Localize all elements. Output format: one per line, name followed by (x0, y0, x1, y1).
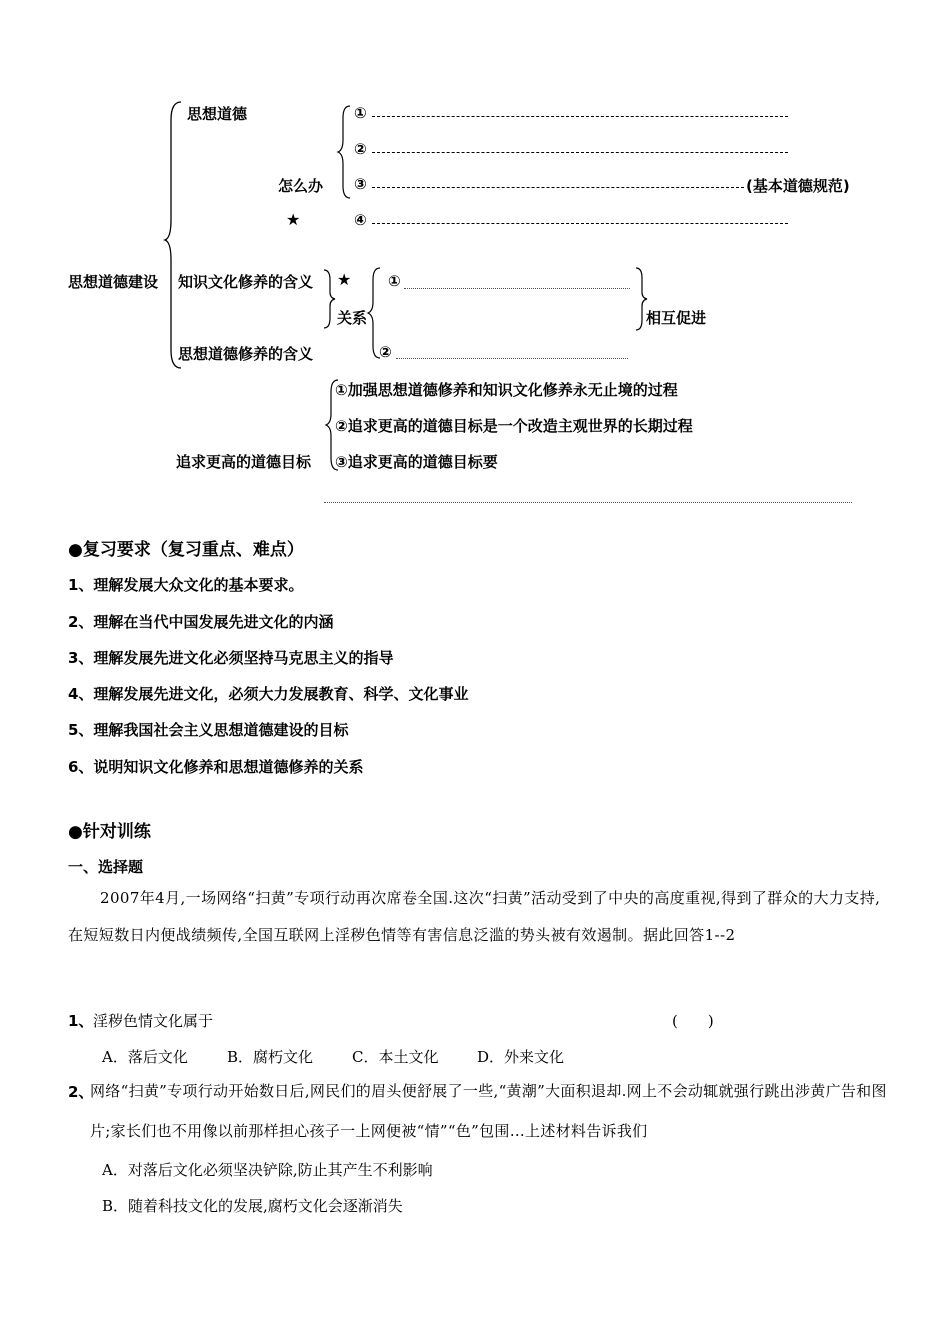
star-icon: ★ (286, 210, 301, 229)
relation-blank-1 (404, 288, 630, 289)
review-title: ●复习要求（复习重点、难点） (68, 540, 304, 560)
brace-main (165, 100, 185, 370)
review-item: 6、说明知识文化修养和思想道德修养的关系 (68, 758, 364, 776)
q1-option-d[interactable]: D．外来文化 (477, 1048, 565, 1066)
branch-moral: 思想道德 (187, 105, 248, 123)
passage: 2007年4月,一场网络“扫黄”专项行动再次席卷全国.这次“扫黄”活动受到了中央的高度重视,得到了群众的大力支持,在短短数日内便战绩频传,全国互联网上淫秽色情等有害信息泛滥的势头被有效遏制。据此回答1--2 (68, 889, 881, 944)
relation-blank-2 (396, 358, 628, 359)
goal-title: 追求更高的道德目标 (176, 453, 312, 471)
q2-option-b[interactable]: B．随着科技文化的发展,腐朽文化会逐渐消失 (102, 1197, 403, 1215)
blank-line-4 (372, 223, 788, 224)
goal-item-1: ①加强思想道德修养和知识文化修养永无止境的过程 (335, 381, 678, 399)
knowledge-meaning: 知识文化修养的含义 (178, 273, 314, 291)
review-item: 2、理解在当代中国发展先进文化的内涵 (68, 613, 334, 631)
relation-circle-1: ① (388, 272, 401, 290)
q2-number: 2、 (68, 1083, 94, 1101)
q2-stem: 网络“扫黄”专项行动开始数日后,网民们的眉头便舒展了一些,“黄潮”大面积退却.网上不会动辄就强行跳出涉黄广告和图片;家长们也不用像以前那样担心孩子一上网便被“情”“色”包围…上述材料告诉我们 (90, 1082, 887, 1140)
relation-label: 关系 (337, 309, 368, 327)
review-item: 4、理解发展先进文化，必须大力发展教育、科学、文化事业 (68, 685, 469, 703)
circle-1: ① (354, 104, 367, 122)
diagram-root: 思想道德建设 (68, 273, 159, 291)
circle-4: ④ (354, 211, 367, 229)
q1-number: 1、 (68, 1012, 94, 1030)
brace-how (338, 104, 354, 200)
review-item: 3、理解发展先进文化必须坚持马克思主义的指导 (68, 649, 394, 667)
goal-item-2: ②追求更高的道德目标是一个改造主观世界的长期过程 (335, 417, 693, 435)
blank-line-1 (372, 116, 788, 117)
circle-3: ③ (354, 175, 367, 193)
q2-option-a[interactable]: A．对落后文化必须坚决铲除,防止其产生不利影响 (102, 1161, 433, 1179)
norm-note: (基本道德规范) (746, 177, 850, 195)
how-label: 怎么办 (278, 177, 324, 195)
q1-option-a[interactable]: A．落后文化 (102, 1048, 188, 1066)
section-heading: 一、选择题 (68, 858, 144, 876)
q1-option-c[interactable]: C．本土文化 (352, 1048, 439, 1066)
review-item: 5、理解我国社会主义思想道德建设的目标 (68, 721, 349, 739)
q1-option-b[interactable]: B．腐朽文化 (227, 1048, 314, 1066)
goal-blank-line (324, 502, 852, 503)
q1-stem: 淫秽色情文化属于 (93, 1012, 214, 1030)
review-item: 1、理解发展大众文化的基本要求。 (68, 576, 304, 594)
q1-answer-paren: ( ) (672, 1012, 714, 1030)
circle-2: ② (354, 140, 367, 158)
star-icon-2: ★ (337, 270, 352, 289)
brace-meanings (322, 268, 336, 330)
relation-circle-2: ② (379, 343, 392, 361)
blank-line-2 (372, 152, 788, 153)
training-title: ●针对训练 (68, 822, 151, 842)
moral-meaning: 思想道德修养的含义 (178, 345, 314, 363)
mutual-label: 相互促进 (646, 309, 707, 327)
blank-line-3 (372, 187, 744, 188)
goal-item-3: ③追求更高的道德目标要 (335, 453, 498, 471)
